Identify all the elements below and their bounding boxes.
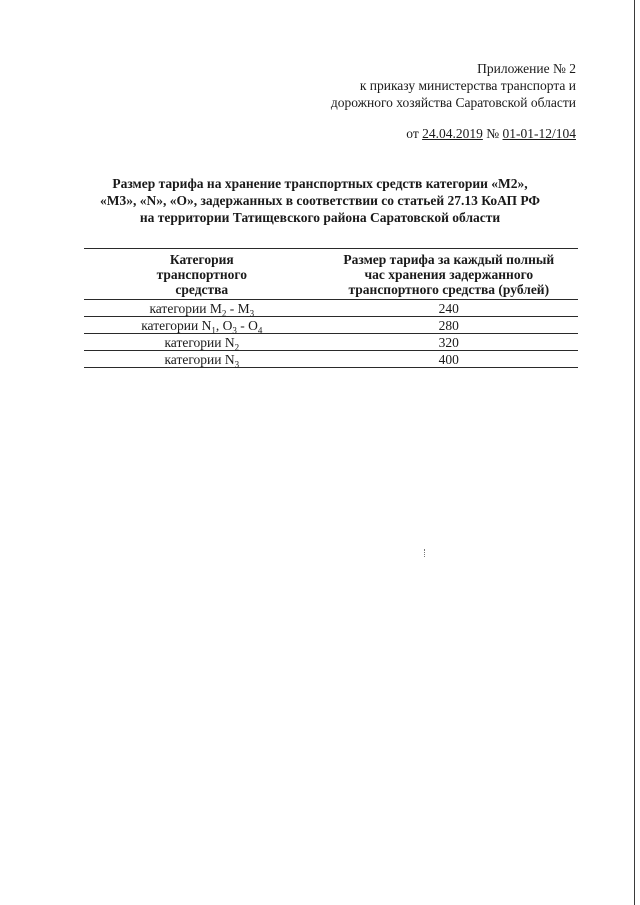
table-row <box>84 334 578 351</box>
header-category-line: средства <box>175 282 229 297</box>
header-tariff-line: Размер тарифа за каждый полный <box>343 252 555 267</box>
order-date: 24.04.2019 <box>422 126 483 141</box>
document-title <box>80 175 560 226</box>
category-cell <box>84 334 320 351</box>
category-part: N <box>224 351 235 367</box>
tariff-value-cell: 280 <box>320 317 578 334</box>
order-number-sign: № <box>482 126 503 141</box>
header-category-line: Категория <box>169 252 234 267</box>
title-line: на территории Татищевского района Саратовской области <box>139 210 501 225</box>
header-tariff <box>320 249 578 300</box>
category-part: M <box>209 300 222 316</box>
category-cell <box>84 317 320 334</box>
scan-edge-line <box>634 0 635 905</box>
tariff-value-cell: 400 <box>320 351 578 368</box>
category-subscript: 3 <box>232 325 237 336</box>
order-date-number <box>331 125 576 142</box>
category-prefix: категории <box>164 334 225 350</box>
category-cell <box>84 300 320 317</box>
category-subscript: 3 <box>234 359 240 370</box>
tariff-value-cell: 240 <box>320 300 578 317</box>
category-subscript: 2 <box>234 342 240 353</box>
tariff-value-cell: 320 <box>320 334 578 351</box>
table-row <box>84 351 578 368</box>
title-line: Размер тарифа на хранение транспортных средств категории «М2», <box>112 176 528 191</box>
category-part: , O <box>215 317 233 333</box>
table-row <box>84 317 578 334</box>
category-cell <box>84 351 320 368</box>
order-number: 01-01-12/104 <box>502 126 576 141</box>
tariff-table <box>84 248 578 368</box>
category-part: N <box>201 317 212 333</box>
appendix-order-ref: к приказу министерства транспорта и <box>359 78 576 93</box>
table-header-row <box>84 249 578 300</box>
appendix-number: Приложение № 2 <box>477 61 576 76</box>
category-part: N <box>224 334 235 350</box>
table-row <box>84 300 578 317</box>
category-part: - M <box>226 300 250 316</box>
category-part: - O <box>236 317 258 333</box>
appendix-ministry: дорожного хозяйства Саратовской области <box>330 95 576 110</box>
category-subscript: 4 <box>257 325 263 336</box>
header-tariff-line: транспортного средства (рублей) <box>348 282 550 297</box>
category-prefix: категории <box>141 317 202 333</box>
category-prefix: категории <box>164 351 225 367</box>
category-subscript: 1 <box>211 325 216 336</box>
header-category <box>84 249 320 300</box>
header-tariff-line: час хранения задержанного <box>364 267 534 282</box>
category-prefix: категории <box>149 300 210 316</box>
title-line: «М3», «N», «O», задержанных в соответствии со статьей 27.13 КоАП РФ <box>99 193 541 208</box>
header-category-line: транспортного <box>156 267 247 282</box>
category-subscript: 3 <box>249 308 255 319</box>
appendix-block <box>331 60 576 142</box>
category-subscript: 2 <box>221 308 227 319</box>
order-prefix: от <box>406 126 423 141</box>
scan-speck <box>424 549 429 557</box>
